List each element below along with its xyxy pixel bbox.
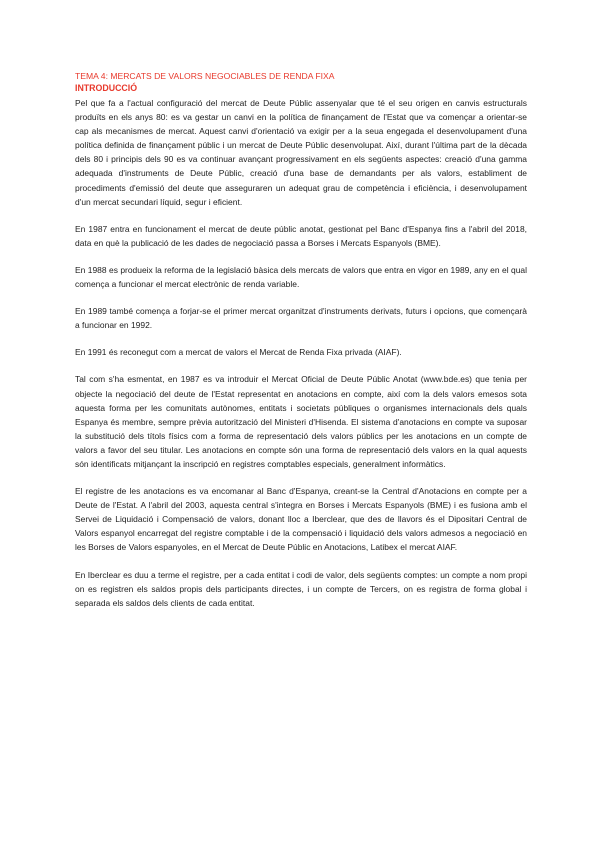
document-page — [75, 70, 527, 623]
paragraph-6: Tal com s'ha esmentat, en 1987 es va introduir el Mercat Oficial de Deute Públic Anotat (www.bde.es) que tenia per objecte la negociació del deute de l'Estat representat en anotacions en compte, així com la dels valors emesos sota aquesta forma per les comunitats autònomes, entitats i societats públiques o organismes internacionals dels quals Espanya és membre, sempre prèvia autorització del Ministeri d'Hisenda. El sistema d'anotacions en compte va suposar la substitució dels títols físics com a forma de representació dels valors públics per les anotacions en un compte de valors a favor del seu titular. Les anotacions en compte són una forma de representació dels valors en la qual aquests són identificats mitjançant la inscripció en registres comptables especials, generalment informàtics. — [75, 374, 527, 469]
paragraph-7: El registre de les anotacions es va encomanar al Banc d'Espanya, creant-se la Central d'Anotacions en compte per a Deute de l'Estat. A l'abril del 2003, aquesta central s'integra en Borses i Mercats Espanyols (BME) i es fusiona amb el Servei de Liquidació i Compensació de valors, donant lloc a Iberclear, que des de llavors és el Dipositari Central de Valors espanyol encarregat del registre comptable i de la compensació i liquidació dels valors admesos a negociació en les Borses de Valors espanyoles, en el Mercat de Deute Públic en Anotacions, Latibex el mercat AIAF. — [75, 486, 527, 553]
paragraph-1: Pel que fa a l'actual configuració del mercat de Deute Públic assenyalar que té el seu origen en canvis estructurals produïts en els anys 80: es va gestar un canvi en la política de finançament de l'Estat que va començar a orientar-se cap als mecanismes de mercat. Aquest canvi d'orientació va exigir per a la seua engegada el desenvolupament d'una política definida de finançament públic i un mercat de Deute Públic desenvolupat. Així, durant l'última part de la dècada dels 80 i principis dels 90 es va continuar avançant progressivament en els següents aspectes: creació d'una gamma adequada d'instruments de Deute Públic, creació d'una base de demandants per als valors, establiment de procediments d'emissió del deute que asseguraren un adequat grau de competència i eficiència, i desenvolupament d'un mercat secundari líquid, segur i eficient. — [75, 98, 527, 207]
section-heading: INTRODUCCIÓ — [75, 83, 138, 93]
paragraph-5: En 1991 és reconegut com a mercat de valors el Mercat de Renda Fixa privada (AIAF). — [75, 347, 402, 358]
document-title: TEMA 4: MERCATS DE VALORS NEGOCIABLES DE RENDA FIXA — [75, 71, 335, 81]
paragraph-4: En 1989 també comença a forjar-se el primer mercat organitzat d'instruments derivats, futurs i opcions, que començarà a funcionar en 1992. — [75, 306, 527, 331]
paragraph-3: En 1988 es produeix la reforma de la legislació bàsica dels mercats de valors que entra en vigor en 1989, any en el qual comença a funcionar el mercat electrònic de renda variable. — [75, 264, 527, 290]
paragraph-2: En 1987 entra en funcionament el mercat de deute públic anotat, gestionat pel Banc d'Espanya fins a l'abril del 2018, data en què la publicació de les dades de negociació passa a Borses i Mercats Espanyols (BME). — [75, 223, 527, 248]
paragraph-8: En Iberclear es duu a terme el registre, per a cada entitat i codi de valor, dels següents comptes: un compte a nom propi on es registren els saldos propis dels participants directes, i un compte de Tercers, on es registra de forma global i separada els saldos dels clients de cada entitat. — [75, 569, 527, 608]
